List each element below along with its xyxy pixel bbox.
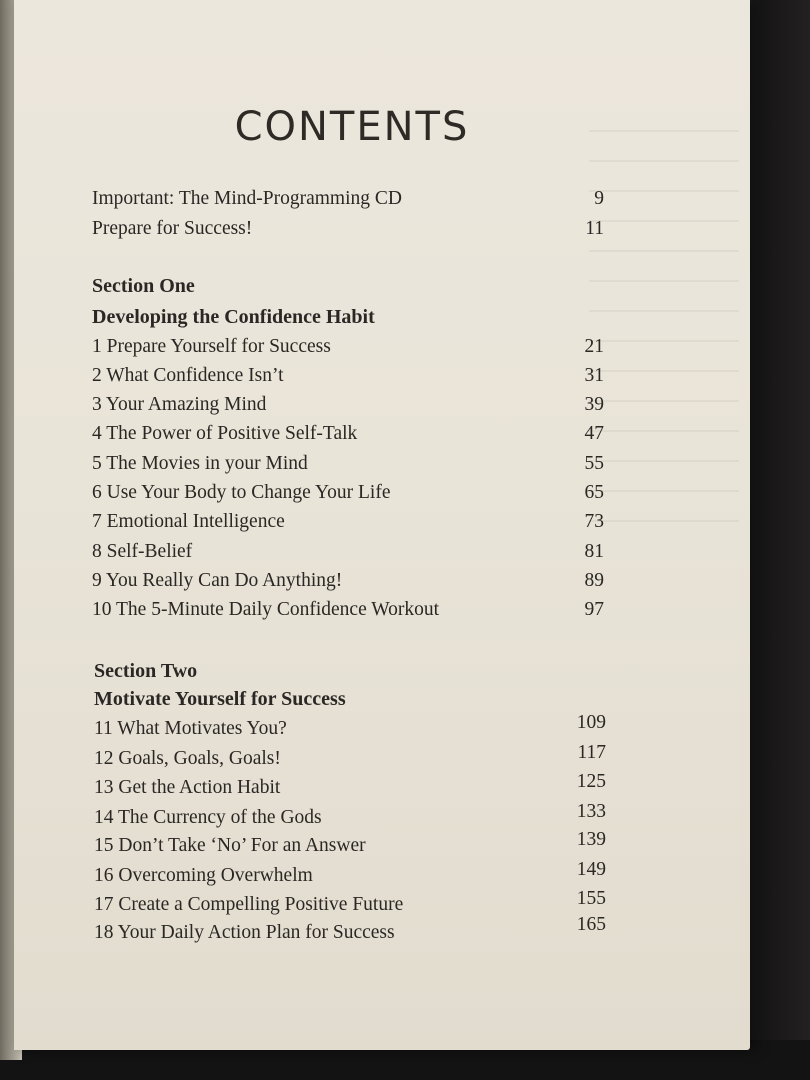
toc-entry-page: 21 [584,336,604,357]
toc-entry-page: 89 [584,570,604,591]
toc-entry-label: 8 Self-Belief [92,541,193,562]
toc-entry [92,507,604,537]
toc-entry [92,419,604,449]
toc-entry-page: 81 [584,541,604,562]
toc-entry-label: 17 Create a Compelling Positive Future [94,894,404,915]
toc-entry-label: 18 Your Daily Action Plan for Success [94,922,395,943]
toc-entry [94,773,606,803]
toc-entry-label: 11 What Motivates You? [94,718,287,739]
toc-entry [92,566,604,596]
toc-entry-page: 109 [576,712,606,733]
toc-entry-page: 97 [584,599,604,620]
section-one-subtitle: Developing the Confidence Habit [92,306,375,328]
toc-entry-label: 6 Use Your Body to Change Your Life [92,482,391,503]
section-one-heading: Section One [92,275,195,297]
toc-entry-label: 4 The Power of Positive Self-Talk [92,423,358,444]
toc-entry [94,914,606,948]
toc-entry [92,361,604,391]
toc-entry [94,744,606,774]
page-title: CONTENTS [234,104,470,150]
toc-entry-label: 2 What Confidence Isn’t [92,365,284,386]
toc-entry-label: 3 Your Amazing Mind [92,394,267,415]
toc-entry [94,890,606,920]
toc-entry-page: 139 [576,829,606,850]
toc-entry [92,595,604,625]
toc-entry [92,214,604,244]
toc-entry-page: 133 [576,801,606,822]
toc-entry-page: 31 [584,365,604,386]
toc-entry-label: 16 Overcoming Overwhelm [94,865,313,886]
toc-entry [94,831,606,861]
toc-entry-page: 165 [576,914,606,935]
toc-entry-label: 9 You Really Can Do Anything! [92,570,343,591]
show-through-text [589,110,739,530]
toc-entry-page: 125 [576,771,606,792]
toc-entry-label: 10 The 5-Minute Daily Confidence Workout [92,599,440,620]
section-two-subtitle: Motivate Yourself for Success [94,688,346,710]
toc-entry-page: 9 [594,188,604,209]
toc-entry [94,861,606,891]
toc-entry [94,803,606,833]
toc-entry-page: 149 [576,859,606,880]
toc-entry [92,332,604,362]
toc-entry [94,714,606,744]
toc-entry-label: 15 Don’t Take ‘No’ For an Answer [94,835,366,856]
toc-entry-label: 13 Get the Action Habit [94,777,281,798]
toc-entry-page: 11 [585,218,604,239]
toc-entry-page: 39 [584,394,604,415]
section-two-heading: Section Two [94,660,198,682]
toc-entry-page: 155 [576,888,606,909]
toc-entry-page: 55 [584,453,604,474]
toc-entry [92,184,604,214]
toc-entry-label: 12 Goals, Goals, Goals! [94,748,281,769]
toc-entry-page: 65 [584,482,604,503]
toc-entry [92,449,604,479]
toc-entry-page: 47 [584,423,604,444]
toc-entry-label: 1 Prepare Yourself for Success [92,336,331,357]
toc-entry [92,537,604,567]
toc-entry-page: 117 [577,742,606,763]
book-page [14,0,750,1050]
toc-entry-label: 14 The Currency of the Gods [94,807,322,828]
toc-entry-label: 7 Emotional Intelligence [92,511,285,532]
toc-entry [92,390,604,420]
toc-entry [92,478,604,508]
toc-entry-label: Prepare for Success! [92,218,253,239]
toc-entry-label: Important: The Mind-Programming CD [92,188,402,209]
toc-entry-page: 73 [584,511,604,532]
toc-entry-label: 5 The Movies in your Mind [92,453,308,474]
